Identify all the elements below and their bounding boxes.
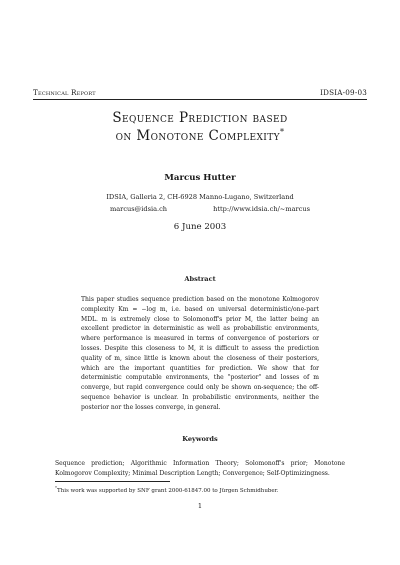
title-line-1: Sequence Prediction based [112,110,288,126]
running-header [33,88,367,97]
footnote-text: This work was supported by SNF grant 2000-61847.00 to Jürgen Schmidhuber. [57,487,279,494]
footnote-rule [55,481,170,482]
keywords-heading: Keywords [182,435,218,443]
title-footnote-mark: * [279,127,285,137]
title-line-2-text: on Monotone Complexity [115,128,280,144]
header-rule [33,99,367,100]
author-name: Marcus Hutter [164,173,236,183]
author-affiliation: IDSIA, Galleria 2, CH-6928 Manno-Lugano, Switzerland [106,193,294,201]
keywords-body: Sequence prediction; Algorithmic Information Theory; Solomonoff's prior; Monotone Kolmogorov Complexity; Minimal Description Length; Convergence; Self-Optimizingness. [55,460,345,477]
author-homepage-link[interactable]: http://www.idsia.ch/~marcus [213,205,310,213]
header-report-number: IDSIA-09-03 [320,88,367,97]
author-contact [110,205,310,213]
abstract-body: This paper studies sequence prediction based on the monotone Kolmogorov complexity Km = −log m, i.e. based on universal deterministic/one-part MDL. m is extremely close to Solomonoff's prior M, the latter being an excellent predictor in deterministic as well as probabilistic environments, where performance is measured in terms of convergence of posteriors or losses. Despite this closeness to M, it is difficult to assess the prediction quality of m, since little is known about the closeness of their posteriors, which are the important quantities for prediction. We show that for deterministic computable environments, the "posterior" and losses of m converge, but rapid convergence could only be shown on-sequence; the off-sequence behavior is unclear. In probabilistic environments, neither the posterior nor the losses converge, in general. [81,296,319,411]
paper-title [33,109,367,145]
title-line-2 [33,127,367,145]
abstract-heading: Abstract [184,275,216,283]
author-email-link[interactable]: marcus@idsia.ch [110,205,168,213]
footnote [55,485,345,494]
paper-date: 6 June 2003 [173,222,227,232]
footnote-mark: * [55,485,57,490]
header-report-type: Technical Report [33,88,96,97]
page-number: 1 [197,502,203,510]
